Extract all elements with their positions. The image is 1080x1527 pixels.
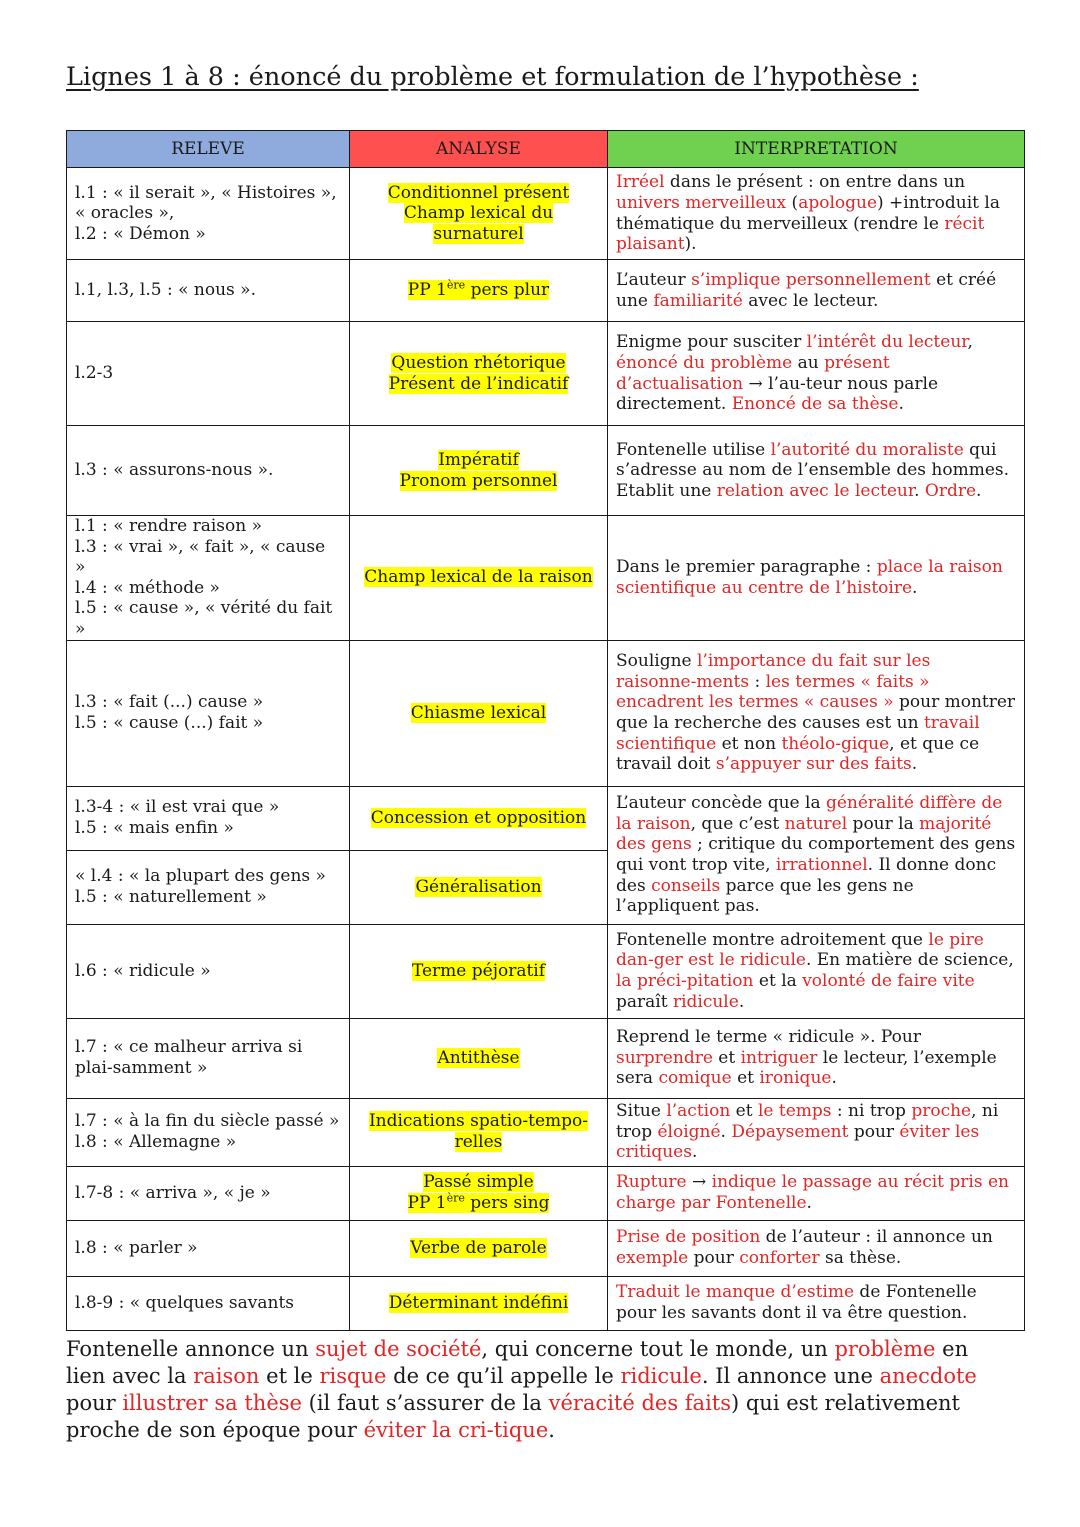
table-row	[67, 516, 1025, 641]
body-text: .	[738, 991, 745, 1012]
emphasis-text: Traduit le manque d’estime	[616, 1282, 855, 1303]
body-text: .	[898, 394, 904, 415]
interpretation-cell	[608, 516, 1025, 641]
emphasis-text: indique le passage au récit pris en charge par Fontenelle	[616, 1172, 1009, 1214]
analyse-cell: Champ lexical de la raison	[350, 516, 608, 641]
body-text: : ni trop	[831, 1101, 912, 1122]
emphasis-text: ridicule	[620, 1364, 702, 1388]
header-interpretation: INTERPRETATION	[608, 131, 1025, 168]
body-text: et	[730, 1101, 758, 1122]
interpretation-cell	[608, 1220, 1025, 1276]
emphasis-text: Prise de position	[616, 1227, 761, 1248]
releve-cell: l.1 : « rendre raison » l.3 : « vrai », « fait », « cause » l.4 : « méthode » l.5 : « cause », « vérité du fait »	[67, 516, 350, 641]
interpretation-cell	[608, 1018, 1025, 1098]
table-row	[67, 1220, 1025, 1276]
releve-cell: « l.4 : « la plupart des gens » l.5 : « naturellement »	[67, 850, 350, 924]
body-text: pour	[688, 1248, 740, 1269]
table-row	[67, 786, 1025, 850]
interpretation-cell	[608, 924, 1025, 1018]
body-text: ,	[967, 332, 973, 353]
emphasis-text: généralité diffère de la raison	[616, 793, 1003, 834]
body-text: .	[691, 1142, 698, 1163]
header-analyse: ANALYSE	[350, 131, 608, 168]
releve-cell: l.3 : « fait (...) cause » l.5 : « cause (...) fait »	[67, 640, 350, 786]
body-text: pour montrer que la recherche des causes est un	[616, 692, 1016, 734]
emphasis-text: récit plaisant	[616, 213, 985, 255]
interpretation-cell	[608, 1276, 1025, 1330]
table-row	[67, 1018, 1025, 1098]
body-text: sa thèse.	[819, 1248, 902, 1269]
analyse-cell: Indications spatio-tempo-relles	[350, 1098, 608, 1166]
body-text: Fontenelle annonce un	[66, 1337, 316, 1361]
body-text: et créé une	[616, 269, 997, 311]
emphasis-text: ridicule	[672, 991, 739, 1012]
body-text: . Il donne donc des	[616, 855, 997, 896]
emphasis-text: le temps	[757, 1101, 832, 1122]
emphasis-text: apologue	[798, 192, 878, 213]
table-row	[67, 640, 1025, 786]
body-text: en lien avec la	[66, 1337, 969, 1388]
body-text: et	[731, 1068, 760, 1089]
body-text: ) +introduit la thématique du merveilleux (rendre le	[616, 192, 1000, 234]
emphasis-text: s’implique personnellement	[691, 269, 931, 290]
body-text: qui s’adresse au nom de l’ensemble des hommes. Etablit une	[616, 439, 1010, 501]
emphasis-text: univers merveilleux	[616, 192, 787, 213]
emphasis-text: relation avec le lecteur	[716, 480, 915, 501]
emphasis-text: éviter les critiques	[616, 1121, 980, 1163]
body-text: .	[912, 577, 918, 598]
body-text: , que c’est	[690, 813, 785, 834]
releve-cell: l.3 : « assurons-nous ».	[67, 426, 350, 516]
body-text: pour	[66, 1391, 123, 1415]
body-text: (il faut s’assurer de la	[301, 1391, 549, 1415]
interpretation-cell	[608, 1166, 1025, 1220]
emphasis-text: sujet de société	[315, 1337, 482, 1361]
emphasis-text: présent d’actualisation	[616, 352, 890, 394]
analyse-cell: PP 1ère pers plur	[350, 260, 608, 322]
table-row	[67, 1276, 1025, 1330]
analyse-cell: Question rhétorique Présent de l’indicatif	[350, 322, 608, 426]
emphasis-text: travail scientifique	[616, 713, 980, 754]
page-title: Lignes 1 à 8 : énoncé du problème et formulation de l’hypothèse :	[66, 62, 919, 92]
emphasis-text: l’intérêt du lecteur	[806, 332, 968, 353]
table-header-row	[67, 131, 1025, 168]
body-text: .	[806, 1193, 812, 1214]
body-text: →	[686, 1172, 712, 1193]
emphasis-text: intriguer	[740, 1047, 818, 1068]
body-text: Situe	[616, 1101, 667, 1122]
table-row	[67, 322, 1025, 426]
emphasis-text: Irréel	[616, 172, 665, 193]
emphasis-text: Ordre	[924, 480, 977, 501]
conclusion-paragraph	[66, 1336, 1014, 1444]
releve-cell: l.6 : « ridicule »	[67, 924, 350, 1018]
analyse-cell: Généralisation	[350, 850, 608, 924]
emphasis-text: le pire dan-ger est le ridicule	[616, 929, 984, 971]
emphasis-text: comique	[658, 1068, 732, 1089]
releve-cell: l.3-4 : « il est vrai que » l.5 : « mais enfin »	[67, 786, 350, 850]
emphasis-text: ironique	[759, 1068, 832, 1089]
body-text: le lecteur, l’exemple sera	[616, 1047, 997, 1089]
emphasis-text: s’appuyer sur des faits	[715, 754, 912, 775]
emphasis-text: familiarité	[653, 290, 743, 311]
body-text: L’auteur	[616, 269, 692, 290]
emphasis-text: raison	[193, 1364, 260, 1388]
body-text: Fontenelle montre adroitement que	[616, 929, 929, 950]
interpretation-cell	[608, 168, 1025, 260]
emphasis-text: conforter	[739, 1248, 820, 1269]
body-text: :	[749, 671, 766, 692]
body-text: , ni trop	[616, 1101, 999, 1142]
body-text: de l’auteur : il annonce un	[760, 1227, 993, 1248]
body-text: au	[792, 352, 825, 373]
analyse-cell: Verbe de parole	[350, 1220, 608, 1276]
body-text: de Fontenelle pour les savants dont il va être question.	[616, 1282, 977, 1324]
emphasis-text: Rupture	[616, 1172, 687, 1193]
body-text: et la	[753, 971, 803, 992]
analyse-cell: Antithèse	[350, 1018, 608, 1098]
emphasis-text: risque	[319, 1364, 387, 1388]
emphasis-text: l’autorité du moraliste	[770, 439, 964, 460]
emphasis-text: proche	[911, 1101, 972, 1122]
analyse-cell: Chiasme lexical	[350, 640, 608, 786]
body-text: de ce qu’il appelle le	[386, 1364, 621, 1388]
table-row	[67, 426, 1025, 516]
releve-cell: l.7 : « ce malheur arriva si plai-samment »	[67, 1018, 350, 1098]
body-text: ; critique du comportement des gens qui vont trop vite,	[616, 834, 1016, 876]
analyse-cell: Impératif Pronom personnel	[350, 426, 608, 516]
releve-cell: l.1 : « il serait », « Histoires », « oracles », l.2 : « Démon »	[67, 168, 350, 260]
emphasis-text: éloigné	[657, 1121, 721, 1142]
body-text: ).	[684, 234, 697, 255]
analyse-cell: Conditionnel présent Champ lexical du surnaturel	[350, 168, 608, 260]
emphasis-text: place la raison scientifique au centre de l’histoire	[616, 557, 1003, 598]
header-releve: RELEVE	[67, 131, 350, 168]
analyse-cell: Terme péjoratif	[350, 924, 608, 1018]
emphasis-text: l’action	[666, 1101, 731, 1122]
emphasis-text: anecdote	[879, 1364, 977, 1388]
analysis-table	[66, 130, 1025, 1331]
body-text: paraît	[616, 991, 673, 1012]
releve-cell: l.2-3	[67, 322, 350, 426]
emphasis-text: véracité des faits	[548, 1391, 731, 1415]
body-text: .	[914, 480, 925, 501]
analyse-cell: Concession et opposition	[350, 786, 608, 850]
emphasis-text: conseils	[651, 875, 721, 896]
interpretation-cell	[608, 426, 1025, 516]
emphasis-text: surprendre	[616, 1047, 713, 1068]
emphasis-text: théolo-gique	[781, 733, 890, 754]
body-text: Reprend le terme « ridicule ». Pour	[616, 1027, 921, 1048]
emphasis-text: exemple	[616, 1248, 689, 1269]
body-text: , et que ce travail doit	[616, 733, 980, 775]
releve-cell: l.7 : « à la fin du siècle passé » l.8 : « Allemagne »	[67, 1098, 350, 1166]
emphasis-text: les termes « faits » encadrent les termes « causes »	[616, 671, 930, 713]
body-text: parce que les gens ne l’appliquent pas.	[616, 875, 914, 917]
body-text: .	[976, 480, 982, 501]
releve-cell: l.8-9 : « quelques savants	[67, 1276, 350, 1330]
emphasis-text: illustrer sa thèse	[122, 1391, 302, 1415]
table-row	[67, 168, 1025, 260]
emphasis-text: énoncé du problème	[616, 352, 793, 373]
body-text: .	[720, 1121, 732, 1142]
releve-cell: l.1, l.3, l.5 : « nous ».	[67, 260, 350, 322]
releve-cell: l.8 : « parler »	[67, 1220, 350, 1276]
interpretation-cell	[608, 640, 1025, 786]
emphasis-text: majorité des gens	[616, 813, 992, 855]
body-text: et	[712, 1047, 741, 1068]
interpretation-cell	[608, 1098, 1025, 1166]
table-row	[67, 924, 1025, 1018]
body-text: et non	[716, 733, 782, 754]
body-text: L’auteur concède que la	[616, 793, 826, 814]
emphasis-text: Enoncé de sa thèse	[731, 394, 899, 415]
body-text: → l’au-teur nous parle directement.	[616, 373, 939, 415]
interpretation-cell	[608, 260, 1025, 322]
table-row	[67, 1166, 1025, 1220]
body-text: . Il annonce une	[701, 1364, 880, 1388]
body-text: Souligne	[616, 651, 697, 672]
analyse-cell: Déterminant indéfini	[350, 1276, 608, 1330]
body-text: . En matière de science,	[805, 950, 1014, 971]
emphasis-text: la préci-pitation	[616, 971, 754, 992]
body-text: .	[831, 1068, 837, 1089]
body-text: Fontenelle utilise	[616, 439, 771, 460]
body-text: .	[548, 1418, 555, 1442]
emphasis-text: problème	[834, 1337, 936, 1361]
body-text: (	[786, 192, 799, 213]
body-text: .	[911, 754, 918, 775]
body-text: , qui concerne tout le monde, un	[481, 1337, 835, 1361]
body-text: dans le présent : on entre dans un	[664, 172, 966, 193]
emphasis-text: l’importance du fait sur les raisonne-ments	[616, 651, 931, 692]
body-text: pour	[848, 1121, 900, 1142]
emphasis-text: volonté de faire vite	[802, 971, 975, 992]
emphasis-text: Dépaysement	[731, 1121, 849, 1142]
table-row	[67, 260, 1025, 322]
body-text: avec le lecteur.	[742, 290, 879, 311]
body-text: Dans le premier paragraphe :	[616, 557, 877, 578]
emphasis-text: éviter la cri-tique	[363, 1418, 549, 1442]
body-text: Enigme pour susciter	[616, 332, 807, 353]
body-text: et le	[259, 1364, 320, 1388]
body-text: pour la	[847, 813, 920, 834]
emphasis-text: naturel	[784, 813, 848, 834]
emphasis-text: irrationnel	[775, 855, 868, 876]
interpretation-cell-merged	[608, 786, 1025, 924]
table-row	[67, 1098, 1025, 1166]
analyse-cell: Passé simple PP 1ère pers sing	[350, 1166, 608, 1220]
releve-cell: l.7-8 : « arriva », « je »	[67, 1166, 350, 1220]
interpretation-cell	[608, 322, 1025, 426]
body-text: ) qui est relativement proche de son époque pour	[66, 1391, 961, 1442]
